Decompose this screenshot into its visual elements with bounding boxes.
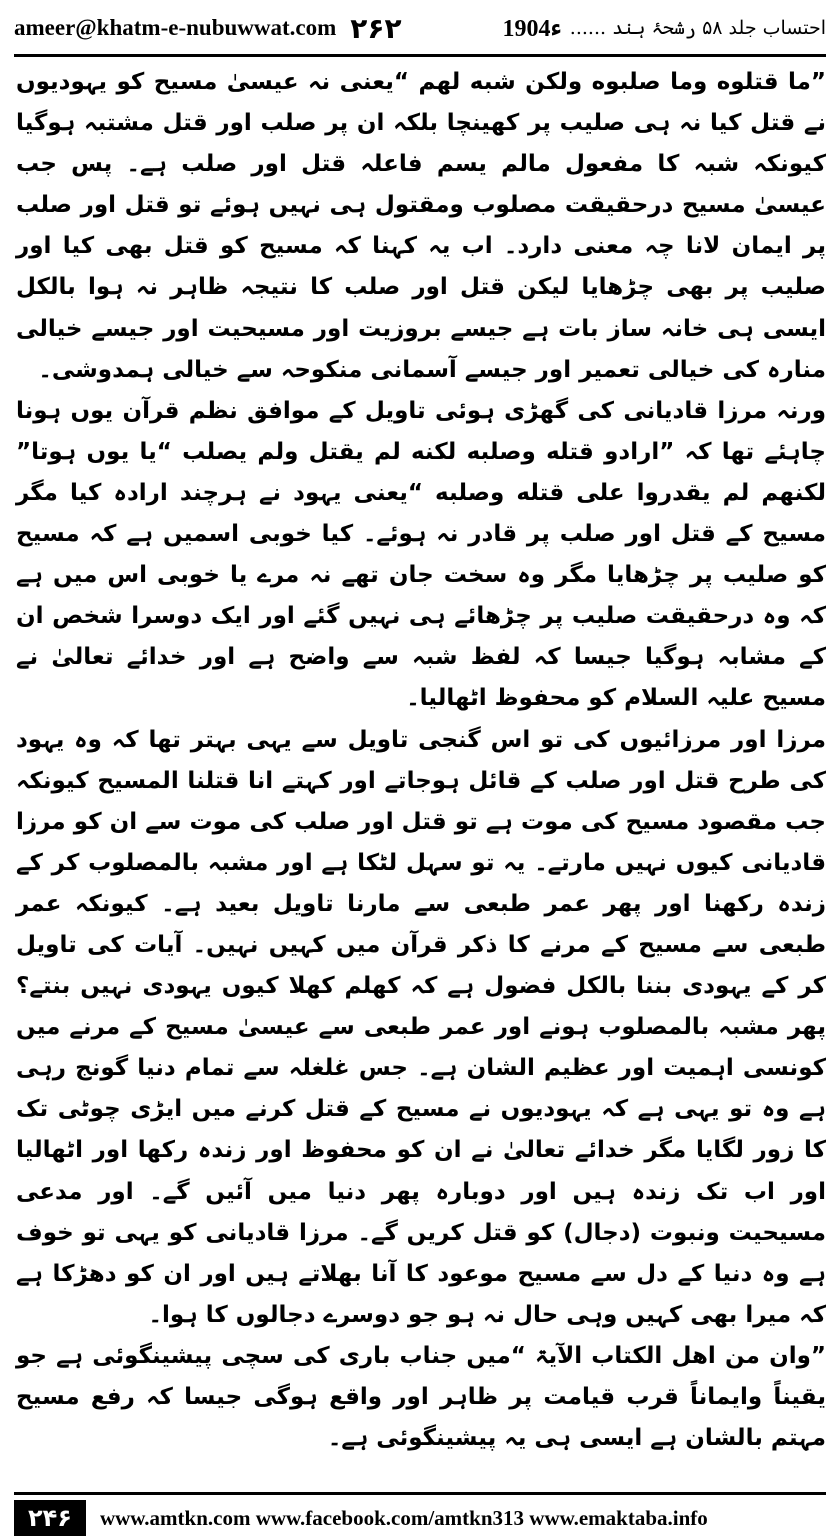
paragraph-1: ”ما قتلوه وما صلبوه ولكن شبه لهم “یعنی نہ عیسیٰ مسیح کو یہودیوں نے قتل کیا نہ ہی صلیب پر کھینچا بلکہ ان پر صلب اور قتل مشتبہ ہوگیا کیونکہ شبہ کا مفعول مالم یسم فاعلہ قتل اور صلب ہے۔ پس جب عیسیٰ مسیح درحقیقت مصلوب ومقتول ہی نہیں ہوئے تو قتل اور صلب پر ایمان لانا چہ معنی دارد۔ اب یہ کہنا کہ مسیح کو قتل بھی کیا اور صلیب پر بھی چڑھایا لیکن قتل اور صلب کا نتیجہ ظاہر نہ ہوا بالکل ایسی ہی خانہ ساز بات ہے جیسے بروزیت اور مسیحیت اور جیسے خیالی منارہ کی خیالی تعمیر اور جیسے آسمانی منکوحہ سے خیالی ہمدوشی۔ <box>16 69 826 383</box>
paragraph-3: مرزا اور مرزائیوں کی تو اس گنجی تاویل سے یہی بہتر تھا کہ وہ یہود کی طرح قتل اور صلب کے قائل ہوجاتے اور کہتے انا قتلنا المسيح کیونکہ جب مقصود مسیح کی موت ہے تو قتل اور صلب کی موت سے ان کو مرزا قادیانی کیوں نہیں مارتے۔ یہ تو سہل لٹکا ہے اور مشبہ بالمصلوب کر کے زندہ رکھنا اور پھر عمر طبعی سے مارنا تاویل بعید ہے۔ کیونکہ عمر طبعی سے مسیح کے مرنے کا ذکر قرآن میں کہیں نہیں۔ آیات کی تاویل کر کے یہودی بننا بالکل فضول ہے کہ کھلم کھلا کیوں یہودی نہیں بنتے؟ پھر مشبہ بالمصلوب ہونے اور عمر طبعی سے عیسیٰ مسیح کے مرنے میں کونسی اہمیت اور عظیم الشان ہے۔ جس غلغلہ سے تمام دنیا گونج رہی ہے وہ تو یہی ہے کہ یہودیوں نے مسیح کے قتل کرنے میں ایڑی چوٹی تک کا زور لگایا مگر خدائے تعالیٰ نے ان کو محفوظ اور زندہ رکھا اور اٹھالیا اور اب تک زندہ ہیں اور دوبارہ پھر دنیا میں آئیں گے۔ اور مدعی مسیحیت ونبوت (دجال) کو قتل کریں گے۔ مرزا قادیانی کو یہی تو خوف ہے وہ دنیا کے دل سے مسیح موعود کا آنا بھلاتے ہیں اور ان کو دھڑکا ہے کہ میرا بھی کہیں وہی حال نہ ہو جو دوسرے دجالوں کا ہوا۔ <box>16 726 826 1328</box>
paragraph-4: ”وان من اهل الكتاب الآیۃ “میں جناب باری کی سچی پیشینگوئی ہے جو یقیناً وایماناً قرب قیامت پر ظاہر اور واقع ہوگی جیسا کہ رفع مسیح مہتم بالشان ہے ایسی ہی یہ پیشینگوئی ہے۔ <box>16 1342 826 1452</box>
header-email: ameer@khatm-e-nubuwwat.com <box>14 15 337 40</box>
header-left <box>14 12 402 45</box>
header-series-title: احتساب جلد ۵۸ رشحۂ ہند ...... <box>569 17 826 39</box>
header-page-number: ۲۶۲ <box>350 11 402 45</box>
page-footer <box>14 1498 826 1538</box>
page-body <box>16 62 826 1459</box>
header-right <box>503 14 827 43</box>
header-year: 1904ء <box>502 15 562 42</box>
page-header <box>14 6 826 50</box>
footer-rule <box>14 1492 826 1495</box>
paragraph-2: ورنہ مرزا قادیانی کی گھڑی ہوئی تاویل کے موافق نظم قرآن یوں ہونا چاہئے تھا کہ ”ارادو قتله وصلبه لكنه لم يقتل ولم يصلب “یا یوں ہوتا” لكنهم لم يقدروا على قتله وصلبه “یعنی یہود نے ہرچند ارادہ کیا مگر مسیح کے قتل اور صلب پر قادر نہ ہوئے۔ کیا خوبی اسمیں ہے کہ مسیح کو صلیب پر چڑھایا مگر وہ سخت جان تھے نہ مرے یا خوبی اس میں ہے کہ وہ درحقیقت صلیب پر چڑھائے ہی نہیں گئے اور ایک دوسرا شخص ان کے مشابہ ہوگیا جیسا کہ لفظ شبہ سے واضح ہے اور خدائے تعالیٰ نے مسیح علیہ السلام کو محفوظ اٹھالیا۔ <box>16 397 826 712</box>
header-rule <box>14 54 826 57</box>
footer-page-number: ۲۴۶ <box>14 1500 86 1536</box>
footer-links[interactable]: www.amtkn.com www.facebook.com/amtkn313 www.emaktaba.info <box>99 1505 708 1530</box>
